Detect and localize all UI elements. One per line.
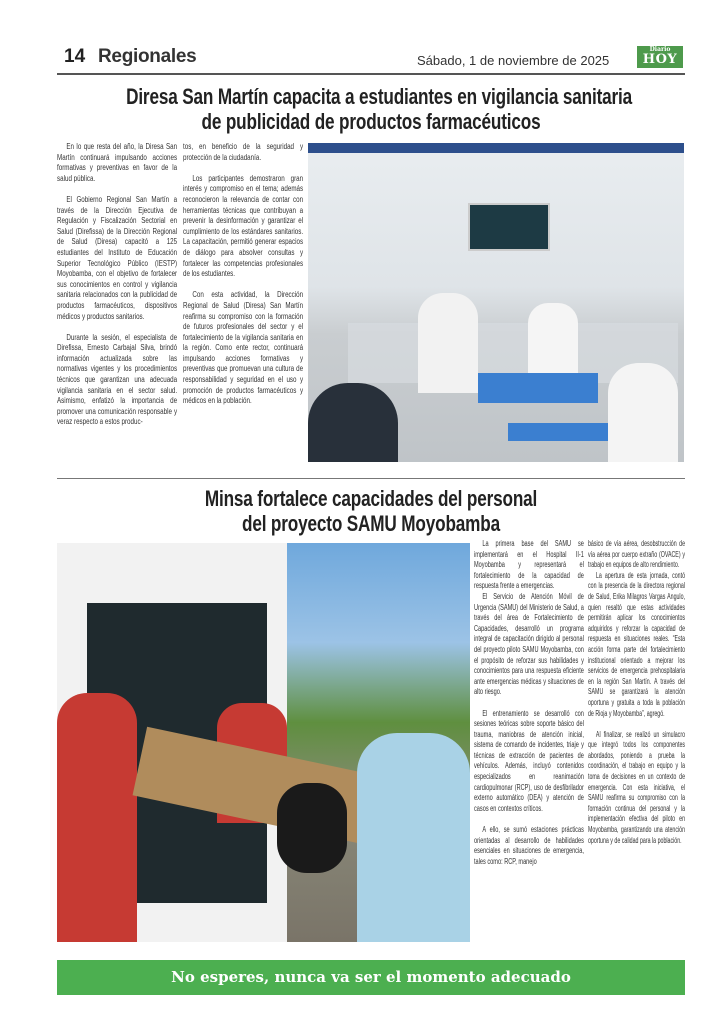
article1-headline <box>57 84 685 134</box>
paragraph: tos, en beneficio de la seguridad y protección de la ciudadanía. <box>183 142 304 162</box>
article-divider <box>57 478 685 479</box>
paragraph: El Servicio de Atención Móvil de Urgencia (SAMU) del Ministerio de Salud, a través del área de Fortalecimiento de Capacidades, desarrolló un programa integral de capacitación dirigido al personal del proyecto piloto SAMU Moyobamba, con el propósito de reforzar sus habilidades y conocimientos para una respuesta eficiente ante emergencias médicas y situaciones de alto riesgo. <box>474 591 584 697</box>
paragraph: El entrenamiento se desarrolló con sesiones teóricas sobre soporte básico del trauma, maniobras de atención inicial, sistema de comando de incidentes, triaje y técnicas de extracción de pacientes de vehículos. Además, incluyó contenidos especializados en reanimación cardiopulmonar (RCP), uso de desfibrilador externo automático (DEA) y atención de casos en contextos críticos. <box>474 708 584 813</box>
article1-column-2 <box>183 142 303 417</box>
paragraph: A ello, se sumó estaciones prácticas orientadas al desarrollo de habilidades esenciales en situaciones de emergencia, tales como: RCP, manejo <box>474 825 584 866</box>
paragraph: En lo que resta del año, la Diresa San Martín continuará impulsando acciones formativas y preventivas en favor de la salud pública. <box>57 142 178 183</box>
footer-banner: No esperes, nunca va ser el momento adecuado <box>57 960 685 995</box>
paragraph: Durante la sesión, el especialista de Direfissa, Ernesto Carbajal Silva, brindó información actualizada sobre las normativas vigentes y los procedimientos técnicos que garantizan una adecuada vigilancia sanitaria en el sector salud. Asimismo, enfatizó la importancia de promover una comunicación responsable y veraz respecto a estos produc- <box>57 332 178 427</box>
headline-line: Diresa San Martín capacita a estudiantes en vigilancia sanitaria <box>126 84 633 109</box>
article2-column-1 <box>474 539 584 867</box>
newspaper-logo <box>637 46 683 68</box>
article2-column-2 <box>588 539 685 846</box>
headline-line: de publicidad de productos farmacéuticos <box>201 109 541 134</box>
paragraph: La primera base del SAMU se implementará en el Hospital II-1 Moyobamba y representará el fortalecimiento de la capacidad de respuesta frente a emergencias. <box>474 539 584 591</box>
paragraph: básico de vía aérea, desobstrucción de vía aérea por cuerpo extraño (OVACE) y trabajo en equipos de alto rendimiento. <box>588 539 686 570</box>
logo-large-text: HOY <box>642 52 678 67</box>
paragraph: La apertura de esta jornada, contó con la presencia de la directora regional de Salud, Erika Milagros Vargas Angulo, quien resaltó que estas actividades permitirán aplicar los conocimientos adquiridos y reforzar la capacidad de respuesta en situaciones reales. “Esta acción forma parte del fortalecimiento institucional orientado a mejorar los servicios de emergencia prehospitalaria en la región San Martín. A través del SAMU se garantizará la atención oportuna y gratuita a toda la población de Rioja y Moyobamba”, agregó. <box>588 570 686 718</box>
article1-column-1 <box>57 142 177 439</box>
logo-small-text: Diario <box>649 46 671 53</box>
article2-headline <box>57 486 685 536</box>
ambulance-training-photo <box>57 543 470 942</box>
paragraph: Con esta actividad, la Dirección Regional de Salud (Diresa) San Martín reafirma su compromiso con la formación de futuros profesionales del sector y el fortalecimiento de la vigilancia sanitaria en la región. Como ente rector, continuará impulsando acciones formativas y preventivas que promuevan una cultura de responsabilidad y seguridad en el uso y promoción de productos farmacéuticos y médicos en la población. <box>183 290 304 406</box>
paragraph: Los participantes demostraron gran interés y compromiso en el tema; además reconocieron la relevancia de contar con herramientas técnicas que contribuyan a prevenir la desinformación y garantizar el cumplimiento de los estándares sanitarios. La capacitación, permitió generar espacios de diálogo para absolver consultas y fortalecer las competencias profesionales de los estudiantes. <box>183 173 304 279</box>
section-title: Regionales <box>98 46 197 67</box>
headline-line: Minsa fortalece capacidades del personal <box>204 486 538 511</box>
issue-date: Sábado, 1 de noviembre de 2025 <box>417 53 610 68</box>
paragraph: Al finalizar, se realizó un simulacro que integró todos los componentes abordados, poniendo a prueba la coordinación, el trabajo en equipo y la toma de decisiones en un contexto de emergencia. Con esta iniciativa, el SAMU reafirma su compromiso con la formación continua del personal y la implementación efectiva del piloto en Moyobamba, garantizando una atención oportuna y de calidad para la población. <box>588 729 686 845</box>
header-rule <box>57 73 685 75</box>
classroom-photo <box>308 143 684 462</box>
headline-line: del proyecto SAMU Moyobamba <box>241 511 500 536</box>
page-number: 14 <box>64 46 86 67</box>
paragraph: El Gobierno Regional San Martín a través de la Dirección Ejecutiva de Regulación y Fiscalización Sectorial en Salud (Direfissa) de la Dirección Regional de Salud (Diresa) capacitó a 125 estudiantes del Instituto de Educación Superior Tecnológico Público (IESTP) Moyobamba, con el objetivo de fortalecer sus conocimientos en control y vigilancia sanitaria relacionados con la publicidad de productos farmacéuticos, dispositivos médicos y productos sanitarios. <box>57 194 178 321</box>
